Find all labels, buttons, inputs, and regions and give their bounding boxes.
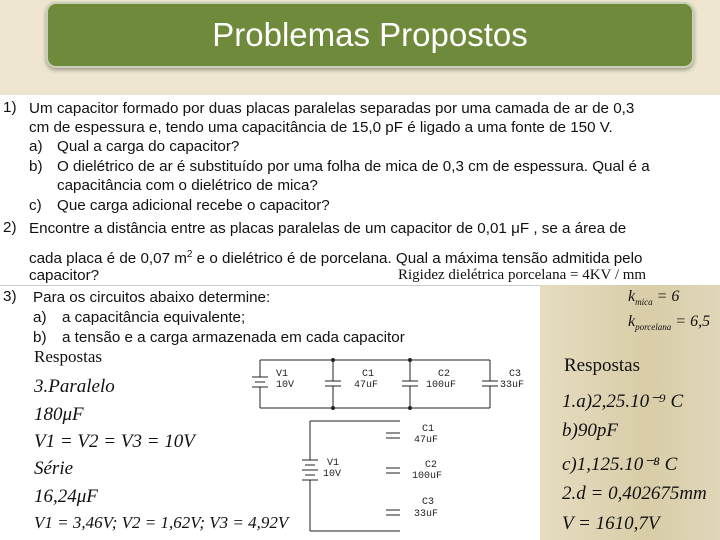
q2-line1: Encontre a distância entre as placas paralelas de um capacitor de 0,01 μF , se a área de	[29, 220, 627, 237]
q3-line1: Para os circuitos abaixo determine:	[33, 289, 271, 306]
rigidez-porcelana: Rigidez dielétrica porcelana = 4KV / mm	[398, 267, 647, 283]
q1c-text: Que carga adicional recebe o capacitor?	[57, 197, 330, 214]
ser-c3-value: 33uF	[414, 509, 439, 520]
right-answer-4: 2.d = 0,402675mm	[562, 483, 707, 504]
answers-panel	[540, 285, 720, 540]
ser-c3: C3	[422, 497, 435, 508]
left-answer-6: V1 = 3,46V; V2 = 1,62V; V3 = 4,92V	[34, 513, 289, 532]
par-c3: C3	[509, 369, 522, 380]
right-answer-5: V = 1610,7V	[562, 513, 660, 534]
q1-number: 1)	[3, 99, 17, 116]
k-porcelana: $k_{porcelana} = 6,5$	[628, 313, 711, 333]
ser-c2: C2	[425, 460, 438, 471]
left-answer-5: 16,24μF	[34, 486, 98, 507]
q3-number: 3)	[3, 288, 17, 305]
q2-number: 2)	[3, 219, 17, 236]
q1a-label: a)	[29, 138, 43, 155]
page-title: Problemas Propostos	[212, 16, 528, 53]
right-answers-heading: Respostas	[564, 355, 640, 376]
right-answer-1: 1.a)2,25.10⁻⁹ C	[562, 391, 684, 412]
par-v1: V1	[276, 369, 289, 380]
q1b-text1: O dielétrico de ar é substituído por uma folha de mica de 0,3 cm de espessura. Qual é a	[57, 158, 650, 175]
par-c1-value: 47uF	[354, 380, 379, 391]
ser-v1-value: 10V	[323, 469, 342, 480]
par-v1-value: 10V	[276, 380, 295, 391]
par-c2-value: 100uF	[426, 380, 457, 391]
right-answer-3: c)1,125.10⁻⁸ C	[562, 454, 678, 475]
k-mica: $k_{mica} = 6$	[628, 288, 680, 308]
par-c2: C2	[438, 369, 451, 380]
left-answer-3: V1 = V2 = V3 = 10V	[34, 431, 195, 452]
ser-c1: C1	[422, 424, 435, 435]
q2-line2: cada placa é de 0,07 $m^2$ e o dielétrico é de porcelana. Qual a máxima tensão admitida pelo	[29, 249, 643, 268]
q1-line1: Um capacitor formado por duas placas paralelas separadas por uma camada de ar de 0,3	[29, 100, 635, 117]
q1b-label: b)	[29, 158, 43, 175]
left-answer-2: 180μF	[34, 404, 84, 425]
par-c1: C1	[362, 369, 375, 380]
q2-line3: capacitor?	[29, 267, 100, 284]
series-circuit	[290, 418, 410, 536]
left-answer-1: 3.Paralelo	[34, 376, 115, 397]
q1b-text2: capacitância com o dielétrico de mica?	[57, 177, 318, 194]
q3b-label: b)	[33, 329, 47, 346]
par-c3-value: 33uF	[500, 380, 525, 391]
q3a-text: a capacitância equivalente;	[62, 309, 246, 326]
ser-v1: V1	[327, 458, 340, 469]
ser-c1-value: 47uF	[414, 435, 439, 446]
q1-line2: cm de espessura e, tendo uma capacitância de 15,0 pF é ligado a uma fonte de 150 V.	[29, 119, 613, 136]
q3b-text: a tensão e a carga armazenada em cada capacitor	[62, 329, 405, 346]
q1c-label: c)	[29, 197, 42, 214]
q1a-text: Qual a carga do capacitor?	[57, 138, 240, 155]
left-answer-4: Série	[34, 458, 74, 479]
left-answers-heading: Respostas	[34, 347, 102, 366]
ser-c2-value: 100uF	[412, 471, 443, 482]
right-answer-2: b)90pF	[562, 420, 618, 441]
q3a-label: a)	[33, 309, 47, 326]
title-banner	[46, 2, 694, 68]
